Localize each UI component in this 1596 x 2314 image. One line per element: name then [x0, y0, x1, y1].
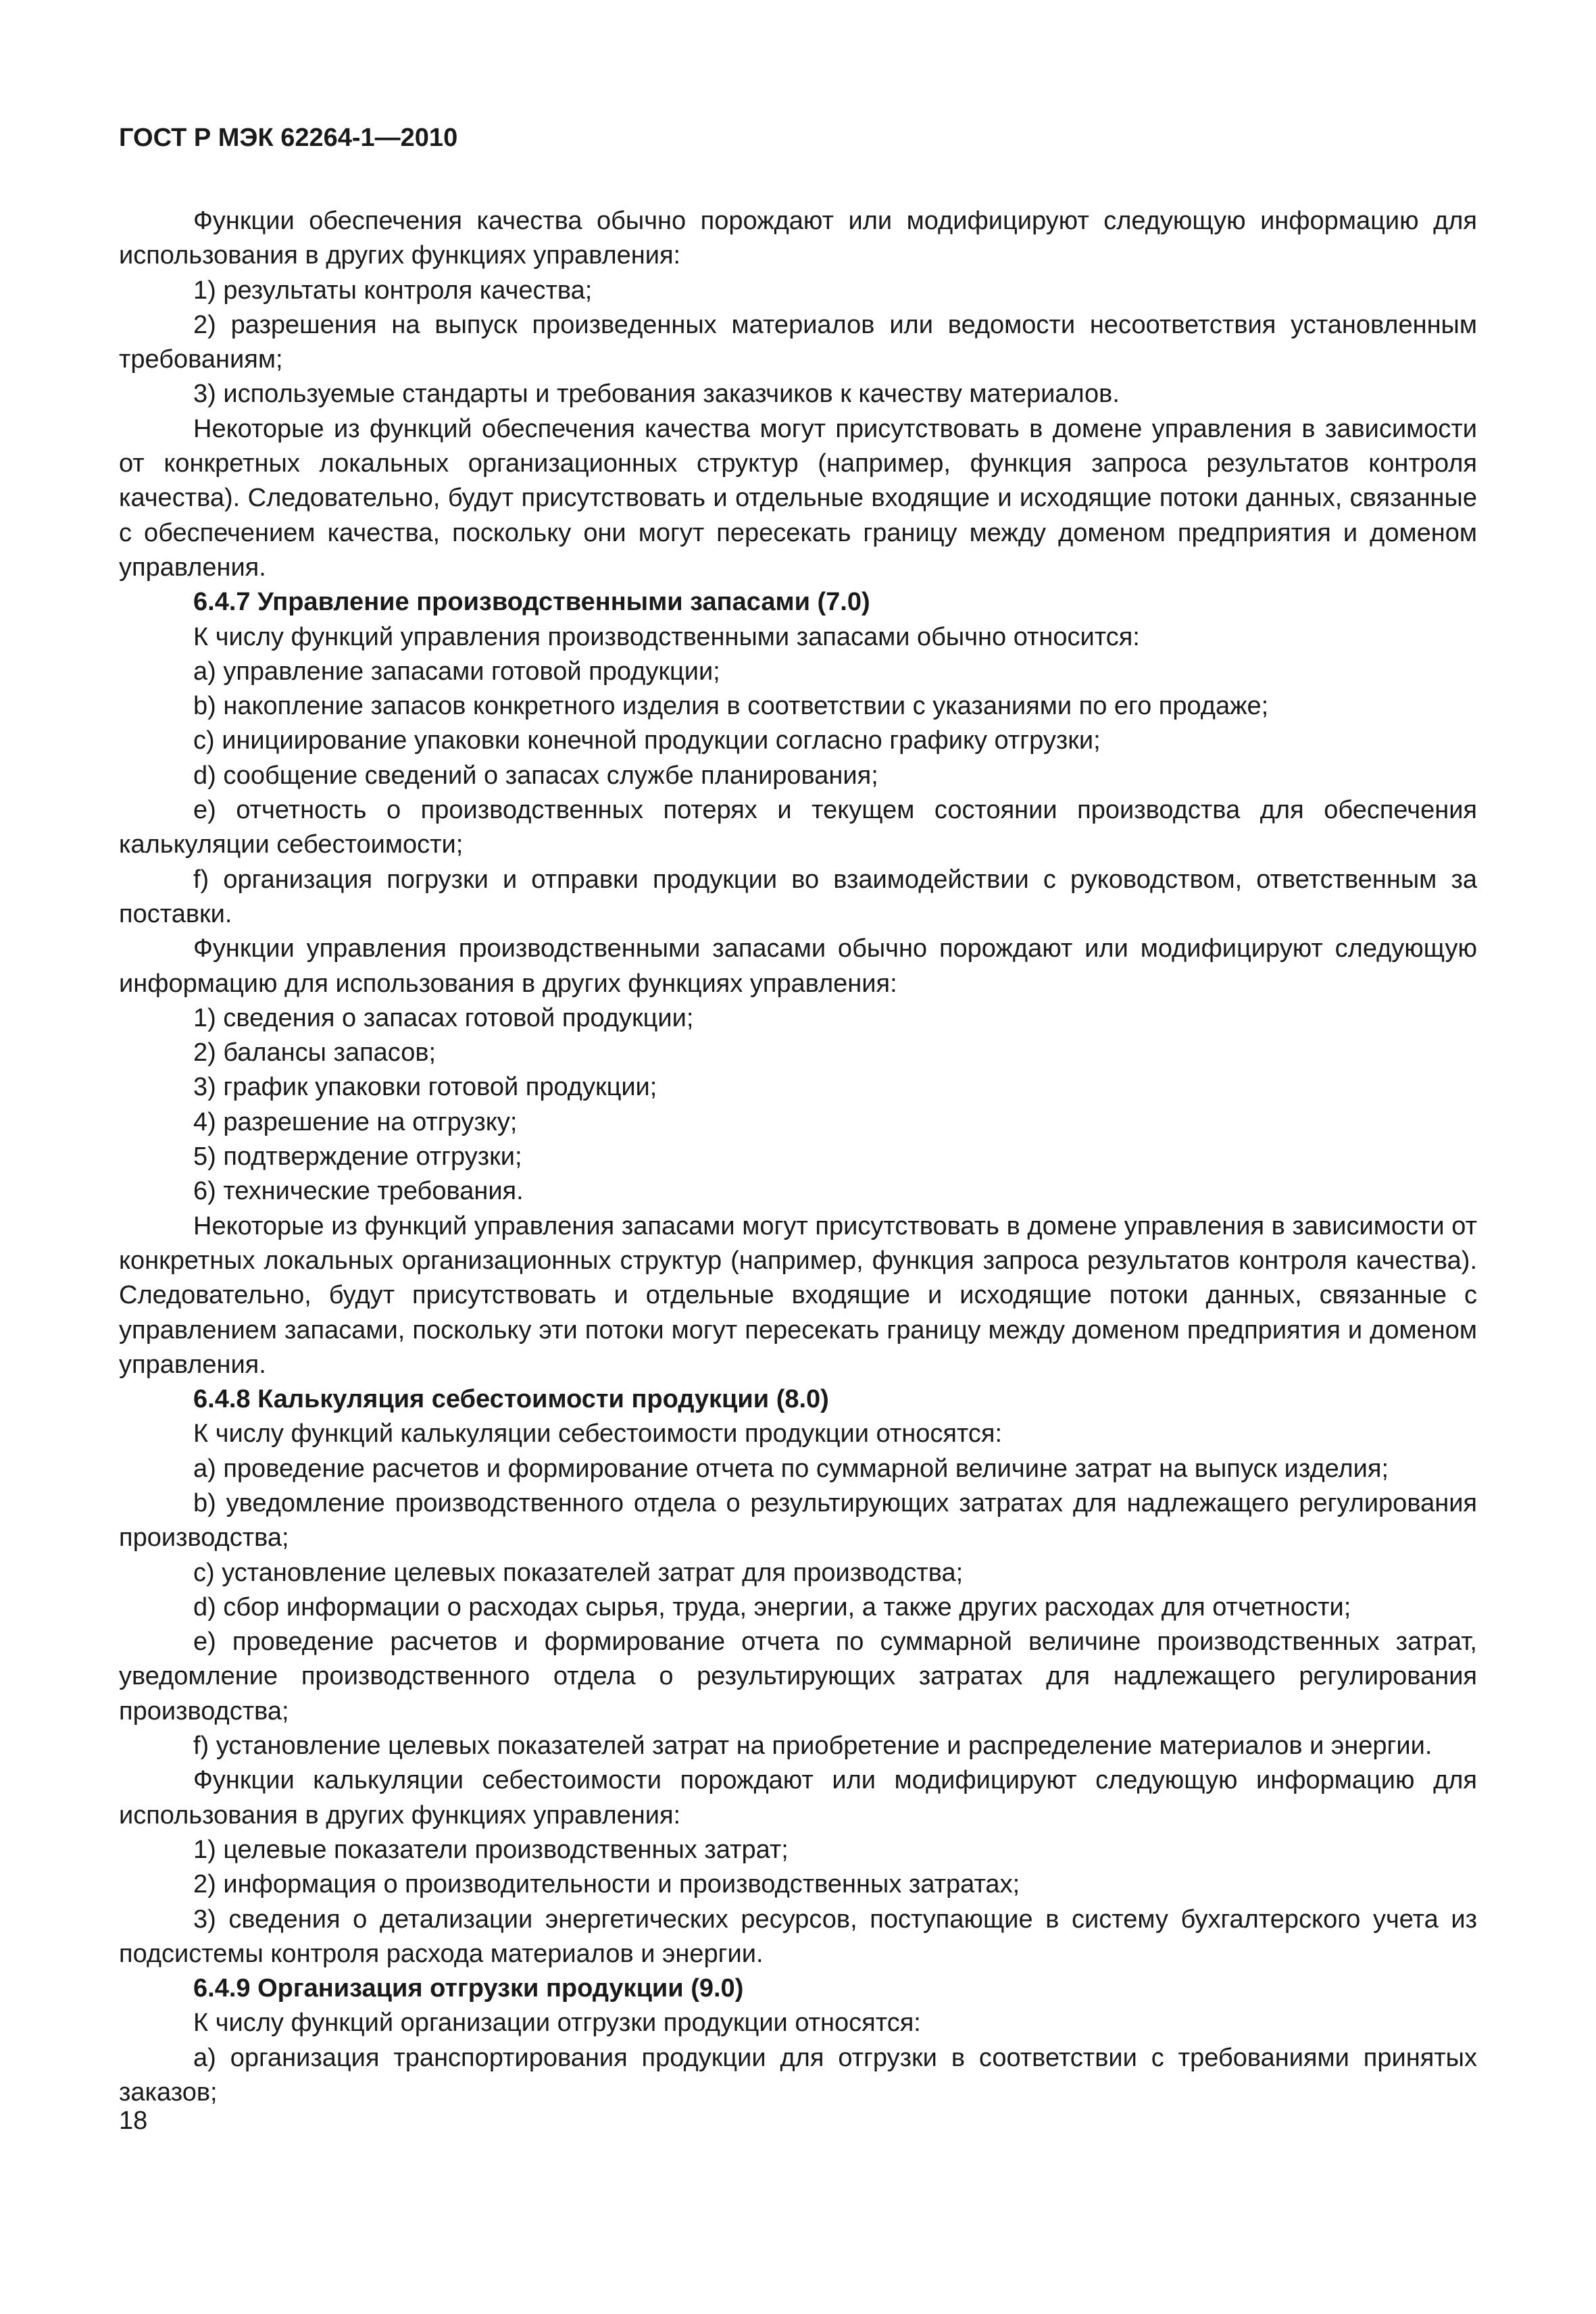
list-item: b) накопление запасов конкретного изделия в соответствии с указаниями по его продаже; — [193, 692, 1269, 721]
page-number: 18 — [119, 2107, 148, 2135]
list-item: c) установление целевых показателей затрат для производства; — [193, 1558, 964, 1587]
list-item: 4) разрешение на отгрузку; — [193, 1107, 518, 1136]
document-header: ГОСТ Р МЭК 62264-1—2010 — [119, 124, 458, 152]
list-item: c) инициирование упаковки конечной продукции согласно графику отгрузки; — [193, 726, 1101, 755]
list-item: 1) результаты контроля качества; — [193, 276, 593, 305]
list-item: 3) график упаковки готовой продукции; — [193, 1073, 657, 1102]
list-item: a) управление запасами готовой продукции; — [193, 657, 720, 686]
paragraph: К числу функций организации отгрузки продукции относятся: — [193, 2009, 921, 2038]
list-item: 2) разрешения на выпуск произведенных материалов или ведомости несоответствия установленным требованиям; — [119, 310, 1477, 374]
section-heading-6-4-7: 6.4.7 Управление производственными запасами (7.0) — [193, 588, 870, 617]
list-item: b) уведомление производственного отдела о результирующих затратах для надлежащего регулирования производства; — [119, 1488, 1477, 1553]
list-item: 2) балансы запасов; — [193, 1038, 437, 1067]
section-heading-6-4-9: 6.4.9 Организация отгрузки продукции (9.0) — [193, 1974, 744, 2003]
list-item: a) проведение расчетов и формирование отчета по суммарной величине затрат на выпуск изделия; — [193, 1454, 1389, 1483]
list-item: e) отчетность о производственных потерях и текущем состоянии производства для обеспечения калькуляции себестоимости; — [119, 796, 1477, 859]
list-item: 3) используемые стандарты и требования заказчиков к качеству материалов. — [193, 380, 1120, 409]
list-item: 3) сведения о детализации энергетических ресурсов, поступающие в систему бухгалтерского учета из подсистемы контроля расхода материалов и энергии. — [119, 1905, 1477, 1968]
list-item: a) организация транспортирования продукции для отгрузки в соответствии с требованиями принятых заказов; — [119, 2043, 1477, 2107]
list-item: f) установление целевых показателей затрат на приобретение и распределение материалов и энергии. — [193, 1732, 1432, 1761]
list-item: 5) подтверждение отгрузки; — [193, 1142, 522, 1172]
list-item: 6) технические требования. — [193, 1177, 524, 1206]
list-item: 1) целевые показатели производственных затрат; — [193, 1835, 789, 1864]
paragraph: К числу функций калькуляции себестоимости продукции относятся: — [193, 1419, 1003, 1449]
paragraph: К числу функций управления производственными запасами обычно относится: — [193, 622, 1140, 651]
paragraph: Функции калькуляции себестоимости порождают или модифицируют следующую информацию для использования в других функциях управления: — [119, 1766, 1477, 1830]
list-item: d) сбор информации о расходах сырья, труда, энергии, а также других расходах для отчетности; — [193, 1592, 1351, 1621]
document-body — [119, 204, 1477, 2110]
paragraph: Некоторые из функций обеспечения качества могут присутствовать в домене управления в зависимости от конкретных локальных организационных структур (например, функция запроса результатов контроля качества). Следовательно, будут присутствовать и отдельные входящие и исходящие потоки данных, связанные с обеспечением качества, поскольку они могут пересекать границу между доменом предприятия и доменом управления. — [119, 414, 1477, 582]
list-item: f) организация погрузки и отправки продукции во взаимодействии с руководством, ответственным за поставки. — [119, 865, 1477, 928]
list-item: 1) сведения о запасах готовой продукции; — [193, 1003, 694, 1032]
list-item: 2) информация о производительности и производственных затратах; — [193, 1870, 1020, 1899]
section-heading-6-4-8: 6.4.8 Калькуляция себестоимости продукции (8.0) — [193, 1385, 829, 1414]
list-item: d) сообщение сведений о запасах службе планирования; — [193, 761, 878, 790]
paragraph: Функции обеспечения качества обычно порождают или модифицируют следующую информацию для использования в других функциях управления: — [119, 207, 1477, 270]
paragraph: Некоторые из функций управления запасами могут присутствовать в домене управления в зависимости от конкретных локальных организационных структур (например, функция запроса результатов контроля качества). Следовательно, будут присутствовать и отдельные входящие и исходящие потоки данных, связанные с управлением запасами, поскольку эти потоки могут пересекать границу между доменом предприятия и доменом управления. — [119, 1211, 1477, 1379]
list-item: e) проведение расчетов и формирование отчета по суммарной величине производственных затрат, уведомление производственного отдела о результирующих затратах для надлежащего регулирования производства; — [119, 1628, 1477, 1726]
paragraph: Функции управления производственными запасами обычно порождают или модифицируют следующую информацию для использования в других функциях управления: — [119, 934, 1477, 998]
